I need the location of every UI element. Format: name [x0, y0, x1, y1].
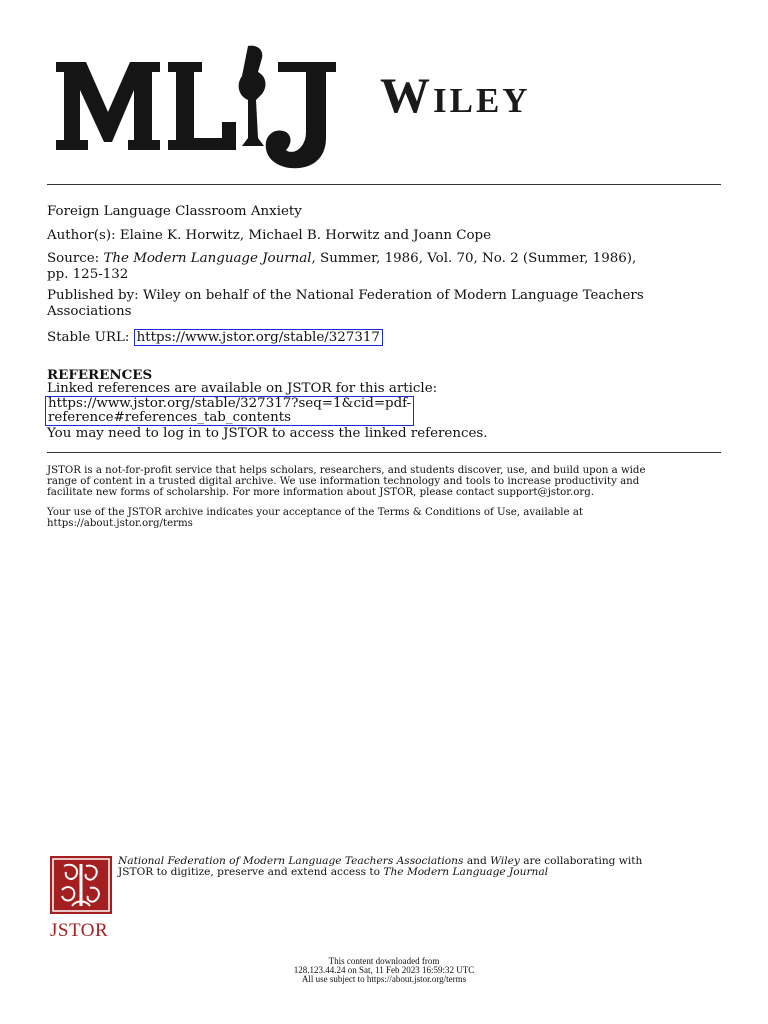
stable-url-row [47, 330, 721, 346]
published-by [47, 288, 721, 320]
jstor-wordmark: JSTOR [50, 920, 109, 941]
published-line2: Associations [47, 304, 132, 319]
terms-notice [47, 507, 721, 529]
authors-label: Author(s): [47, 228, 116, 243]
top-divider [47, 184, 721, 185]
terms-line: Your use of the JSTOR archive indicates your acceptance of the Terms & Conditions of Use, available at [47, 507, 583, 518]
source-details: , Summer, 1986, Vol. 70, No. 2 (Summer, 1986), [311, 251, 637, 266]
middle-divider [47, 452, 721, 453]
collab-line2: JSTOR to digitize, preserve and extend access to [118, 866, 381, 878]
stable-url-label: Stable URL: [47, 330, 130, 345]
wiley-logo-text: Wiley [380, 67, 531, 123]
collab-rest: are collaborating with [523, 855, 643, 867]
notice-line: JSTOR is a not-for-profit service that helps scholars, researchers, and students discover, use, and build upon a wide [47, 465, 646, 476]
authors-text: Elaine K. Horwitz, Michael B. Horwitz and Joann Cope [119, 228, 492, 243]
published-label: Published by: [47, 288, 139, 303]
footer-line: 128.123.44.24 on Sat, 11 Feb 2023 16:59:32 UTC [293, 965, 475, 975]
footer-line: All use subject to https://about.jstor.org/terms [301, 974, 467, 984]
wiley-logo [380, 67, 531, 123]
references-heading: REFERENCES [47, 367, 153, 383]
article-authors [47, 228, 721, 244]
references-intro: Linked references are available on JSTOR for this article: [47, 381, 438, 396]
references-link-line2[interactable]: reference#references_tab_contents [48, 410, 291, 425]
download-footer [0, 957, 768, 984]
collab-journal: The Modern Language Journal [383, 866, 549, 878]
article-title-text: Foreign Language Classroom Anxiety [47, 204, 302, 219]
jstor-emblem-icon [50, 856, 112, 914]
references-link[interactable] [45, 396, 414, 426]
references-link-line1[interactable]: https://www.jstor.org/stable/327317?seq=1&cid=pdf- [48, 396, 412, 411]
footer-line: This content downloaded from [328, 956, 440, 966]
terms-line: https://about.jstor.org/terms [47, 518, 193, 529]
references-body [47, 381, 721, 441]
source-journal: The Modern Language Journal [103, 251, 312, 266]
source-pages: pp. 125-132 [47, 267, 129, 282]
collab-org: National Federation of Modern Language Teachers Associations [118, 855, 464, 867]
published-line1: Wiley on behalf of the National Federation of Modern Language Teachers [142, 288, 644, 303]
source-label: Source: [47, 251, 100, 266]
stable-url-link[interactable]: https://www.jstor.org/stable/327317 [134, 329, 383, 346]
mlj-logo [52, 42, 348, 172]
collab-and: and [466, 855, 487, 867]
article-source [47, 251, 721, 283]
collab-publisher: Wiley [490, 855, 520, 867]
jstor-logo [50, 856, 114, 942]
notice-line: facilitate new forms of scholarship. For more information about JSTOR, please contact support@jstor.org. [47, 487, 595, 498]
jstor-notice [47, 465, 721, 498]
notice-line: range of content in a trusted digital archive. We use information technology and tools to increase productivity and [47, 476, 640, 487]
collaboration-statement [118, 856, 718, 878]
article-title [47, 204, 721, 220]
references-note: You may need to log in to JSTOR to access the linked references. [47, 426, 488, 441]
